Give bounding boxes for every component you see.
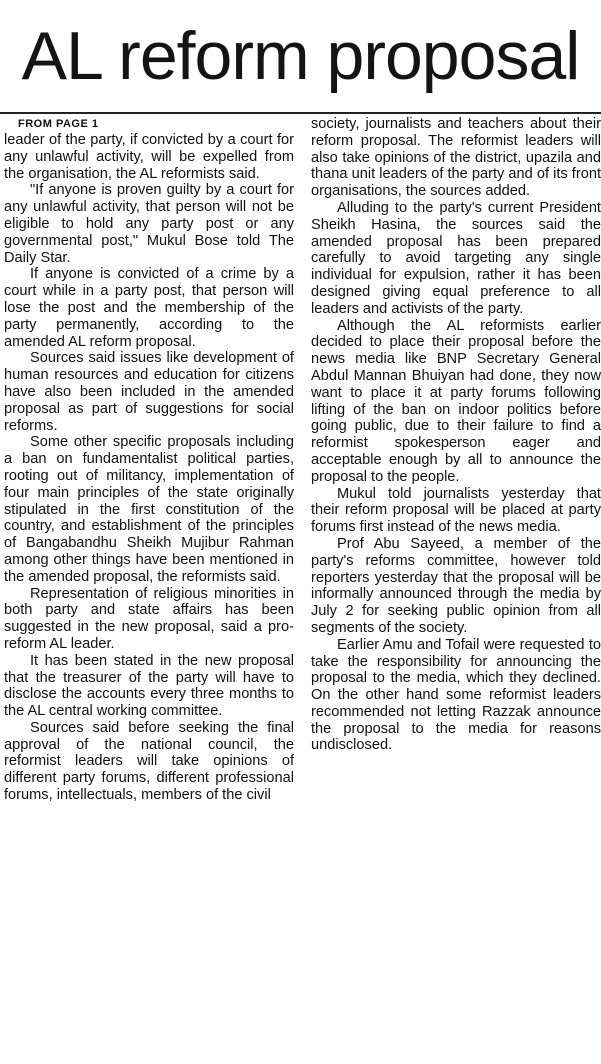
article-column-right [311,116,601,1062]
left-column-body [4,132,294,804]
article-paragraph: Alluding to the party's current President Sheikh Hasina, the sources said the amended proposal has been prepared carefully to avoid targeting any single individual for expulsion, rather it has been designed giving equal preference to all leaders and activists of the party. [311,199,601,317]
article-paragraph: If anyone is convicted of a crime by a court while in a party post, that person will lose the post and the membership of the party permanently, according to the amended AL reform proposal. [4,266,294,350]
article-paragraph: It has been stated in the new proposal that the treasurer of the party will have to disclose the accounts every three months to the AL central working committee. [4,652,294,720]
headline-rule [0,112,601,114]
article-paragraph: "If anyone is proven guilty by a court for any unlawful activity, that person will not be eligible to hold any party post or any governmental post," Mukul Bose told The Daily Star. [4,182,294,266]
article-paragraph: leader of the party, if convicted by a court for any unlawful activity, will be expelled from the organisation, the AL reformists said. [4,132,294,182]
article-paragraph: Earlier Amu and Tofail were requested to take the responsibility for announcing the proposal to the media, which they declined. On the other hand some reformist leaders recommended not letting Razzak announce the proposal to the media for reasons undisclosed. [311,636,601,754]
article-paragraph: Sources said issues like development of human resources and education for citizens have also been included in the amended proposal as part of suggestions for social reforms. [4,350,294,434]
article-paragraph: Sources said before seeking the final approval of the national council, the reformist leaders will take opinions of different party forums, different professional forums, intellectuals, members of the civil [4,719,294,804]
article-column-left [4,116,294,1062]
headline: AL reform proposal [21,18,580,94]
article-paragraph: Prof Abu Sayeed, a member of the party's reforms committee, however told reporters yesterday that the proposal will be informally announced through the media by July 2 for seeking public opinion from all segments of the society. [311,535,601,636]
page-reference: FROM PAGE 1 [18,118,99,130]
article-paragraph: society, journalists and teachers about their reform proposal. The reformist leaders will also take opinions of the district, upazila and thana unit leaders of the party and of its front organisations, the sources added. [311,116,601,200]
article-paragraph: Although the AL reformists earlier decided to place their proposal before the news media like BNP Secretary General Abdul Mannan Bhuiyan had done, they now want to place it at party forums following lifting of the ban on indoor politics before going public, due to their failure to find a reformist spokesperson eager and acceptable enough by all to announce the proposal to the people. [311,317,601,485]
article-paragraph: Some other specific proposals including a ban on fundamentalist political parties, rooting out of militancy, implementation of four main principles of the state originally stipulated in the first constitution of the country, and establishment of the principles of Bangabandhu Sheikh Mujibur Rahman among other things have been mentioned in the amended proposal, the reformists said. [4,434,294,585]
right-column-body [311,116,601,754]
article-paragraph: Mukul told journalists yesterday that their reform proposal will be placed at party forums first instead of the news media. [311,485,601,536]
article-paragraph: Representation of religious minorities in both party and state affairs has been suggested in the new proposal, said a pro-reform AL leader. [4,585,294,652]
